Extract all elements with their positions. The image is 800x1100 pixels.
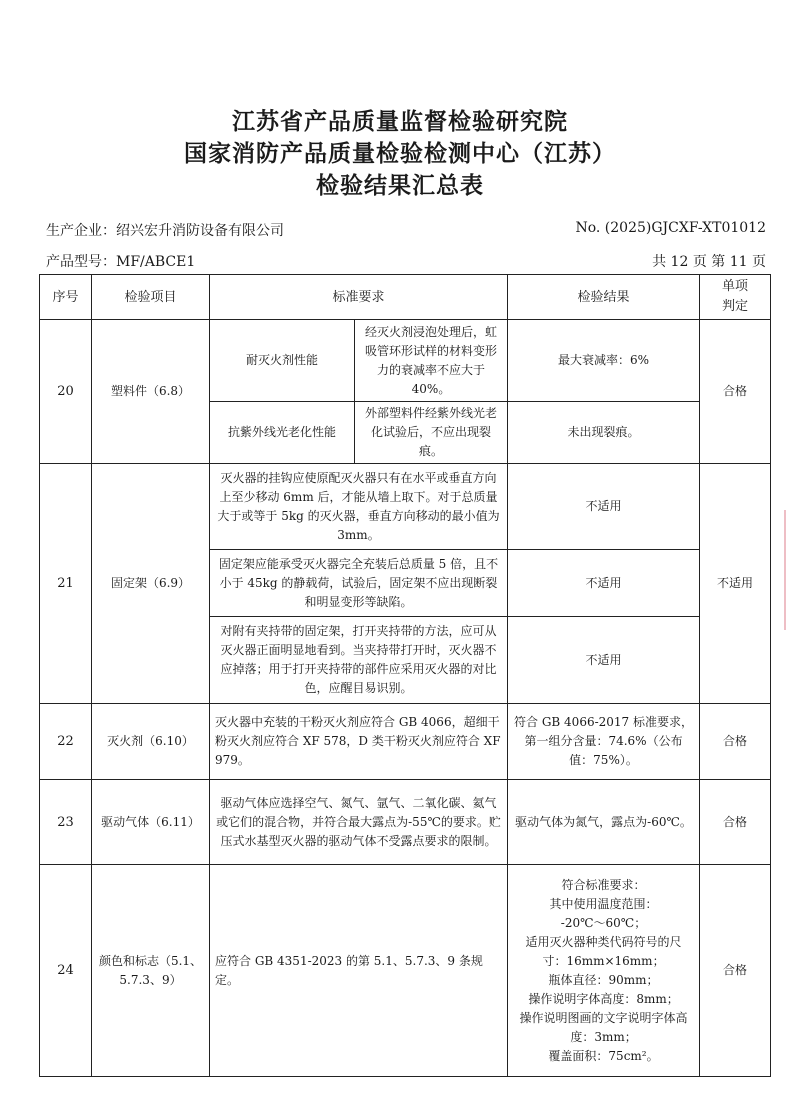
row-verdict: 合格 <box>700 865 771 1077</box>
result-text: 不适用 <box>508 464 700 550</box>
manufacturer: 生产企业：绍兴宏升消防设备有限公司 <box>46 223 284 239</box>
seal-stamp-edge <box>784 510 800 630</box>
requirement-text: 对附有夹持带的固定架，打开夹持带的方法，应可从灭火器正面明显地看到。当夹持带打开时，灭火器不应掉落；用于打开夹持带的部件应采用灭火器的对比色，应醒目易识别。 <box>210 617 508 704</box>
requirement-text: 驱动气体应选择空气、氮气、氩气、二氧化碳、氦气或它们的混合物，并符合最大露点为-55℃的要求。贮压式水基型灭火器的驱动气体不受露点要求的限制。 <box>210 780 508 865</box>
table-row <box>40 320 771 402</box>
result-text: 最大衰减率：6% <box>508 320 700 402</box>
header-seq: 序号 <box>40 275 92 320</box>
result-line: -20℃～60℃； <box>560 915 647 930</box>
result-line: 瓶体直径：90mm； <box>548 972 659 987</box>
requirement-text: 经灭火剂浸泡处理后，虹吸管环形试样的材料变形力的衰减率不应大于 40%。 <box>355 320 508 402</box>
requirement-text: 灭火器的挂钩应使原配灭火器只有在水平或垂直方向上至少移动 6mm 后，才能从墙上取下。对于总质量大于或等于 5kg 的灭火器，垂直方向移动的最小值为 3mm。 <box>210 464 508 550</box>
report-number: No. (2025)GJCXF-XT01012 <box>575 220 766 236</box>
requirement-text: 外部塑料件经紫外线光老化试验后，不应出现裂痕。 <box>355 402 508 464</box>
header-result: 检验结果 <box>508 275 700 320</box>
page-info: 共 12 页 第 11 页 <box>652 254 766 270</box>
result-line: 其中使用温度范围： <box>549 896 658 911</box>
document-title: 检验结果汇总表 <box>316 173 484 199</box>
result-text: 符合 GB 4066-2017 标准要求，第一组分含量：74.6%（公布值：75%）。 <box>508 704 700 780</box>
row-seq: 20 <box>40 320 92 464</box>
requirement-text: 应符合 GB 4351-2023 的第 5.1、5.7.3、9 条规定。 <box>210 865 508 1077</box>
institute-title: 江苏省产品质量监督检验研究院 <box>232 109 568 135</box>
results-table <box>39 274 771 1077</box>
header-item: 检验项目 <box>92 275 210 320</box>
table-row <box>40 704 771 780</box>
row-seq: 21 <box>40 464 92 704</box>
row-item: 塑料件（6.8） <box>92 320 210 464</box>
header-verdict: 单项 判定 <box>700 275 771 320</box>
result-text: 未出现裂痕。 <box>508 402 700 464</box>
result-text: 驱动气体为氮气，露点为-60℃。 <box>508 780 700 865</box>
result-line: 操作说明图画的文字说明字体高度：3mm； <box>519 1010 688 1044</box>
row-verdict: 不适用 <box>700 464 771 704</box>
row-seq: 23 <box>40 780 92 865</box>
row-item: 颜色和标志（5.1、5.7.3、9） <box>92 865 210 1077</box>
requirement-text: 灭火器中充装的干粉灭火剂应符合 GB 4066，超细干粉灭火剂应符合 XF 578，D 类干粉灭火剂应符合 XF 979。 <box>210 704 508 780</box>
product-model: 产品型号：MF/ABCE1 <box>46 254 196 270</box>
table-row <box>40 865 771 1077</box>
result-text: 不适用 <box>508 550 700 617</box>
requirement-text: 固定架应能承受灭火器完全充装后总质量 5 倍，且不小于 45kg 的静载荷，试验后，固定架不应出现断裂和明显变形等缺陷。 <box>210 550 508 617</box>
sub-item-name: 耐灭火剂性能 <box>210 320 355 402</box>
row-verdict: 合格 <box>700 704 771 780</box>
row-seq: 22 <box>40 704 92 780</box>
row-item: 驱动气体（6.11） <box>92 780 210 865</box>
table-row <box>40 464 771 550</box>
row-seq: 24 <box>40 865 92 1077</box>
row-item: 灭火剂（6.10） <box>92 704 210 780</box>
row-verdict: 合格 <box>700 780 771 865</box>
sub-item-name: 抗紫外线光老化性能 <box>210 402 355 464</box>
center-title: 国家消防产品质量检验检测中心（江苏） <box>184 141 616 167</box>
table-header-row <box>40 275 771 320</box>
result-line: 适用灭火器种类代码符号的尺寸：16mm×16mm； <box>525 934 682 968</box>
result-list <box>508 865 700 1077</box>
header-requirement: 标准要求 <box>210 275 508 320</box>
row-item: 固定架（6.9） <box>92 464 210 704</box>
result-text: 不适用 <box>508 617 700 704</box>
result-line: 操作说明字体高度：8mm； <box>528 991 679 1006</box>
result-line: 覆盖面积：75cm²。 <box>548 1048 659 1063</box>
row-verdict: 合格 <box>700 320 771 464</box>
result-line: 符合标准要求： <box>561 877 646 892</box>
table-row <box>40 780 771 865</box>
